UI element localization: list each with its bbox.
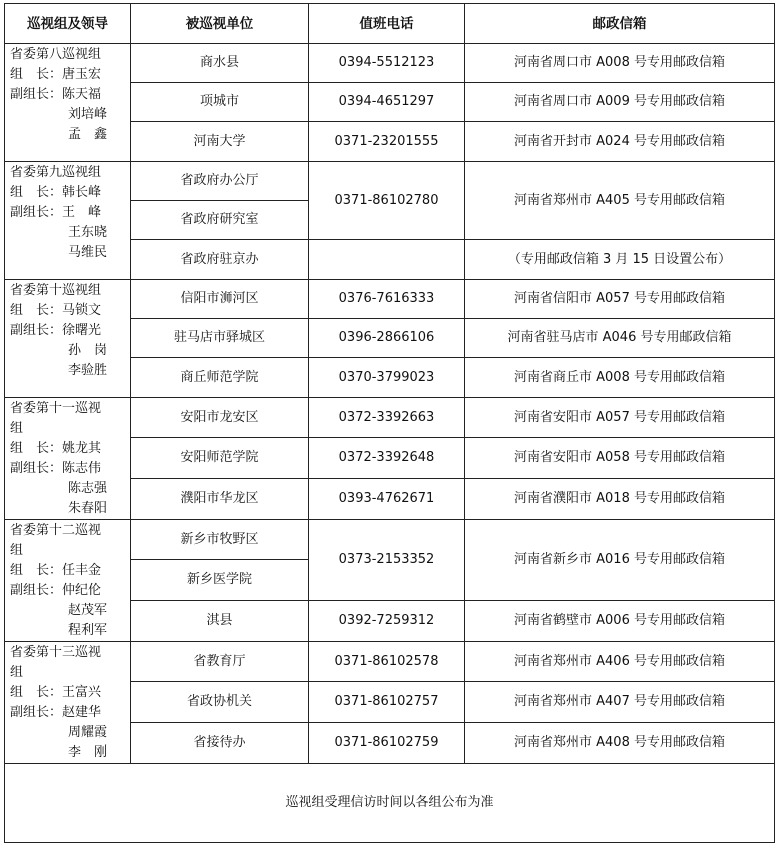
group-deputy: 副组长：王 峰 bbox=[10, 205, 102, 220]
phone-cell: 0392-7259312 bbox=[309, 600, 465, 641]
phone-cell: 0372-3392648 bbox=[309, 438, 465, 478]
phone-cell: 0393-4762671 bbox=[309, 478, 465, 519]
group-cell bbox=[5, 280, 131, 398]
mailbox-cell: 河南省鹤壁市 A006 号专用邮政信箱 bbox=[465, 600, 775, 641]
mailbox-cell: 河南省新乡市 A016 号专用邮政信箱 bbox=[465, 520, 775, 601]
mailbox-cell: 河南省开封市 A024 号专用邮政信箱 bbox=[465, 122, 775, 162]
unit-cell: 省教育厅 bbox=[131, 642, 309, 682]
group-deputy-extra: 孙 岗 bbox=[68, 343, 108, 358]
group-cell bbox=[5, 44, 131, 162]
header-mailbox: 邮政信箱 bbox=[465, 4, 775, 44]
unit-cell: 安阳市龙安区 bbox=[131, 398, 309, 438]
phone-cell: 0371-86102578 bbox=[309, 642, 465, 682]
unit-cell: 省政府研究室 bbox=[131, 201, 309, 240]
group-deputy-extra: 李 刚 bbox=[68, 745, 108, 760]
inspection-table bbox=[4, 3, 775, 843]
group-deputy: 副组长：陈志伟 bbox=[10, 461, 102, 476]
group-deputy-extra: 周耀霞 bbox=[68, 725, 108, 740]
group-deputy: 副组长：徐曙光 bbox=[10, 323, 102, 338]
mailbox-cell: 河南省郑州市 A408 号专用邮政信箱 bbox=[465, 722, 775, 763]
unit-cell: 濮阳市华龙区 bbox=[131, 478, 309, 519]
group-deputy: 副组长：陈天福 bbox=[10, 87, 102, 102]
unit-cell: 淇县 bbox=[131, 600, 309, 641]
group-leader: 组 长：任丰金 bbox=[10, 563, 102, 578]
group-name: 省委第十二巡视 bbox=[10, 523, 102, 538]
unit-cell: 安阳师范学院 bbox=[131, 438, 309, 478]
group-deputy-extra: 刘培峰 bbox=[68, 107, 108, 122]
unit-cell: 省政府办公厅 bbox=[131, 162, 309, 201]
group-leader: 组 长：王富兴 bbox=[10, 685, 102, 700]
group-deputy: 副组长：赵建华 bbox=[10, 705, 102, 720]
group-deputy-extra: 马维民 bbox=[68, 245, 108, 260]
phone-cell: 0371-86102759 bbox=[309, 722, 465, 763]
phone-cell: 0373-2153352 bbox=[309, 520, 465, 601]
header-unit: 被巡视单位 bbox=[131, 4, 309, 44]
unit-cell: 省政协机关 bbox=[131, 682, 309, 722]
group-cell bbox=[5, 520, 131, 642]
mailbox-cell: 河南省信阳市 A057 号专用邮政信箱 bbox=[465, 280, 775, 319]
group-name-tail: 组 bbox=[10, 421, 24, 436]
group-deputy: 副组长：仲纪伦 bbox=[10, 583, 102, 598]
table-row bbox=[5, 398, 775, 438]
unit-cell: 项城市 bbox=[131, 83, 309, 122]
mailbox-cell: 河南省商丘市 A008 号专用邮政信箱 bbox=[465, 358, 775, 398]
phone-cell: 0396-2866106 bbox=[309, 319, 465, 358]
mailbox-cell: 河南省驻马店市 A046 号专用邮政信箱 bbox=[465, 319, 775, 358]
table-row bbox=[5, 642, 775, 682]
unit-cell: 省政府驻京办 bbox=[131, 240, 309, 280]
group-deputy-extra: 王东晓 bbox=[68, 225, 108, 240]
unit-cell: 新乡医学院 bbox=[131, 560, 309, 600]
group-deputy-extra: 孟 鑫 bbox=[68, 127, 108, 142]
phone-cell: 0376-7616333 bbox=[309, 280, 465, 319]
footer-note: 巡视组受理信访时间以各组公布为准 bbox=[5, 764, 775, 843]
unit-cell: 信阳市浉河区 bbox=[131, 280, 309, 319]
unit-cell: 驻马店市驿城区 bbox=[131, 319, 309, 358]
group-cell bbox=[5, 398, 131, 520]
mailbox-cell: 河南省周口市 A008 号专用邮政信箱 bbox=[465, 44, 775, 83]
phone-cell: 0371-86102757 bbox=[309, 682, 465, 722]
phone-cell: 0372-3392663 bbox=[309, 398, 465, 438]
header-leaders: 巡视组及领导 bbox=[5, 4, 131, 44]
table-row bbox=[5, 162, 775, 201]
group-cell bbox=[5, 162, 131, 280]
phone-cell: 0371-86102780 bbox=[309, 162, 465, 240]
header-phone: 值班电话 bbox=[309, 4, 465, 44]
table-row bbox=[5, 520, 775, 560]
unit-cell: 商丘师范学院 bbox=[131, 358, 309, 398]
mailbox-cell: 河南省郑州市 A407 号专用邮政信箱 bbox=[465, 682, 775, 722]
group-name: 省委第十一巡视 bbox=[10, 401, 102, 416]
group-deputy-extra: 朱春阳 bbox=[68, 501, 108, 516]
group-leader: 组 长：姚龙其 bbox=[10, 441, 102, 456]
group-cell bbox=[5, 642, 131, 764]
group-name-tail: 组 bbox=[10, 543, 24, 558]
footer-row bbox=[5, 764, 775, 843]
group-deputy-extra: 陈志强 bbox=[68, 481, 108, 496]
mailbox-cell: 河南省安阳市 A057 号专用邮政信箱 bbox=[465, 398, 775, 438]
mailbox-cell: 河南省郑州市 A406 号专用邮政信箱 bbox=[465, 642, 775, 682]
group-name: 省委第十三巡视 bbox=[10, 645, 102, 660]
table-row bbox=[5, 280, 775, 319]
phone-cell: 0370-3799023 bbox=[309, 358, 465, 398]
group-deputy-extra: 李验胜 bbox=[68, 363, 108, 378]
unit-cell: 河南大学 bbox=[131, 122, 309, 162]
phone-cell: 0394-4651297 bbox=[309, 83, 465, 122]
unit-cell: 省接待办 bbox=[131, 722, 309, 763]
mailbox-cell: 河南省安阳市 A058 号专用邮政信箱 bbox=[465, 438, 775, 478]
group-deputy-extra: 程利军 bbox=[68, 623, 108, 638]
table-row bbox=[5, 44, 775, 83]
unit-cell: 商水县 bbox=[131, 44, 309, 83]
phone-cell bbox=[309, 240, 465, 280]
group-deputy-extra: 赵茂军 bbox=[68, 603, 108, 618]
unit-cell: 新乡市牧野区 bbox=[131, 520, 309, 560]
header-row bbox=[5, 4, 775, 44]
group-leader: 组 长：马锁文 bbox=[10, 303, 102, 318]
mailbox-note: （专用邮政信箱 3 月 15 日设置公布） bbox=[465, 240, 775, 280]
phone-cell: 0394-5512123 bbox=[309, 44, 465, 83]
group-name: 省委第九巡视组 bbox=[10, 165, 102, 180]
group-leader: 组 长：唐玉宏 bbox=[10, 67, 102, 82]
phone-cell: 0371-23201555 bbox=[309, 122, 465, 162]
mailbox-cell: 河南省周口市 A009 号专用邮政信箱 bbox=[465, 83, 775, 122]
group-name: 省委第十巡视组 bbox=[10, 283, 102, 298]
mailbox-cell: 河南省濮阳市 A018 号专用邮政信箱 bbox=[465, 478, 775, 519]
mailbox-cell: 河南省郑州市 A405 号专用邮政信箱 bbox=[465, 162, 775, 240]
group-leader: 组 长：韩长峰 bbox=[10, 185, 102, 200]
group-name: 省委第八巡视组 bbox=[10, 47, 102, 62]
group-name-tail: 组 bbox=[10, 665, 24, 680]
